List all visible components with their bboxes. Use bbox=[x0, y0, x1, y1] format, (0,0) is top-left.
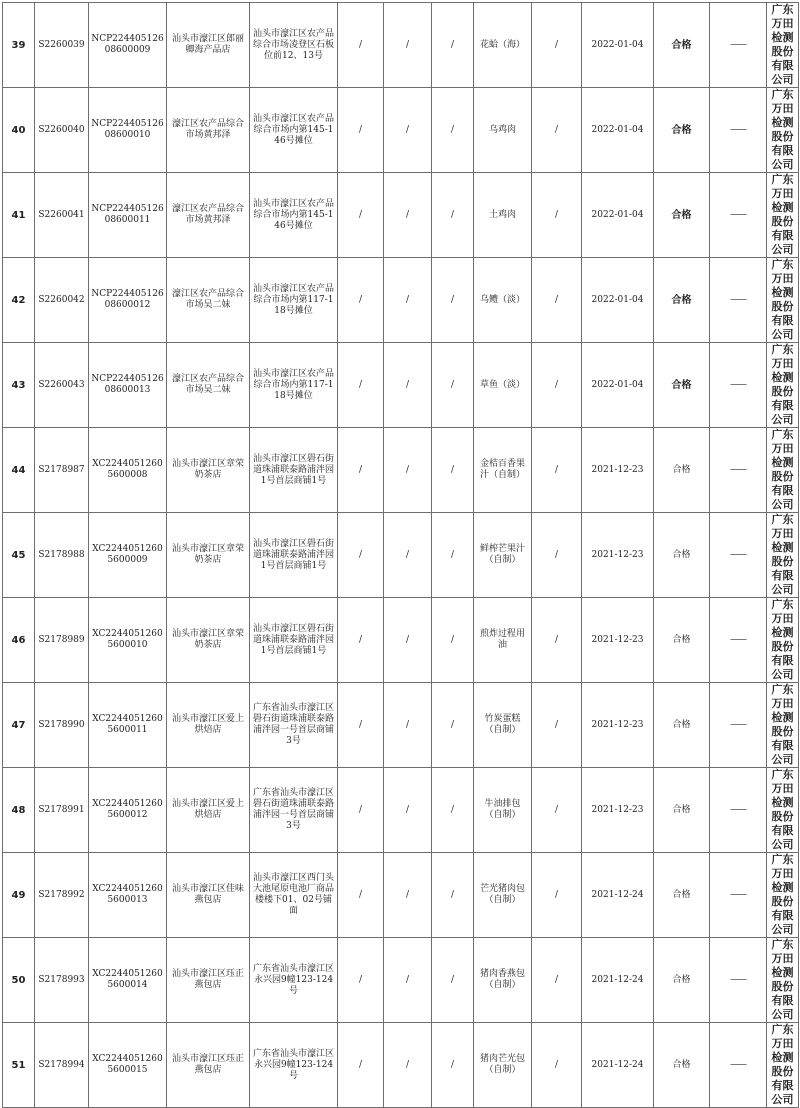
cell-blank: / bbox=[384, 853, 432, 938]
cell-entity-address: 汕头市濠江区农产品综合市场内第117-118号摊位 bbox=[250, 258, 338, 343]
cell-row-number: 50 bbox=[3, 938, 35, 1023]
cell-product-name: 乌鳢（淡） bbox=[474, 258, 532, 343]
cell-row-number: 49 bbox=[3, 853, 35, 938]
cell-sampling-date: 2022-01-04 bbox=[582, 343, 654, 428]
cell-product-name: 煎炸过程用油 bbox=[474, 598, 532, 683]
cell-testing-lab: 广东万田检测股份有限公司 bbox=[767, 343, 799, 428]
cell-remark: —— bbox=[710, 768, 767, 853]
table-row bbox=[3, 938, 799, 1023]
cell-entity-address: 汕头市濠江区西门头大池尾原电池厂商品楼楼下01、02号铺面 bbox=[250, 853, 338, 938]
cell-result: 合格 bbox=[654, 683, 710, 768]
cell-remark: —— bbox=[710, 598, 767, 683]
cell-report-number: XC22440512605600011 bbox=[89, 683, 167, 768]
cell-blank: / bbox=[432, 768, 474, 853]
cell-sampling-date: 2021-12-23 bbox=[582, 683, 654, 768]
table-row bbox=[3, 258, 799, 343]
cell-report-number: XC22440512605600009 bbox=[89, 513, 167, 598]
cell-row-number: 46 bbox=[3, 598, 35, 683]
cell-entity-address: 汕头市濠江区礐石街道珠浦联泰路浦泮园1号首层商铺1号 bbox=[250, 428, 338, 513]
cell-sampled-entity: 汕头市濠江区章荣奶茶店 bbox=[167, 598, 250, 683]
table-row bbox=[3, 3, 799, 88]
cell-blank: / bbox=[384, 173, 432, 258]
cell-blank: / bbox=[384, 938, 432, 1023]
cell-blank: / bbox=[338, 1023, 384, 1108]
cell-product-name: 猪肉芒光包（自制） bbox=[474, 1023, 532, 1108]
cell-blank: / bbox=[338, 343, 384, 428]
table-row bbox=[3, 768, 799, 853]
cell-sample-id: S2178988 bbox=[35, 513, 89, 598]
cell-remark: —— bbox=[710, 1023, 767, 1108]
cell-sampled-entity: 汕头市濠江区爱上烘焙店 bbox=[167, 683, 250, 768]
cell-entity-address: 汕头市濠江区农产品综合市场内第117-118号摊位 bbox=[250, 343, 338, 428]
cell-result: 合格 bbox=[654, 173, 710, 258]
cell-sampling-date: 2021-12-23 bbox=[582, 428, 654, 513]
cell-report-number: XC22440512605600015 bbox=[89, 1023, 167, 1108]
cell-remark: —— bbox=[710, 3, 767, 88]
cell-product-name: 芒光猪肉包（自制） bbox=[474, 853, 532, 938]
cell-entity-address: 广东省汕头市濠江区礐石街道珠浦联泰路浦泮园一号首层商铺3号 bbox=[250, 768, 338, 853]
cell-blank: / bbox=[532, 598, 582, 683]
cell-row-number: 43 bbox=[3, 343, 35, 428]
cell-blank: / bbox=[432, 598, 474, 683]
cell-sampling-date: 2022-01-04 bbox=[582, 88, 654, 173]
table-row bbox=[3, 1023, 799, 1108]
cell-testing-lab: 广东万田检测股份有限公司 bbox=[767, 598, 799, 683]
cell-blank: / bbox=[338, 173, 384, 258]
cell-sampled-entity: 汕头市濠江区郎丽卿海产品店 bbox=[167, 3, 250, 88]
cell-report-number: NCP22440512608600010 bbox=[89, 88, 167, 173]
cell-result: 合格 bbox=[654, 513, 710, 598]
cell-entity-address: 广东省汕头市濠江区永兴园9幢123-124号 bbox=[250, 1023, 338, 1108]
table-body bbox=[3, 3, 799, 1108]
cell-sample-id: S2178994 bbox=[35, 1023, 89, 1108]
cell-sampling-date: 2021-12-23 bbox=[582, 513, 654, 598]
cell-blank: / bbox=[384, 768, 432, 853]
cell-product-name: 金桔百香果汁（自制） bbox=[474, 428, 532, 513]
cell-blank: / bbox=[432, 88, 474, 173]
cell-sampling-date: 2021-12-24 bbox=[582, 1023, 654, 1108]
cell-result: 合格 bbox=[654, 768, 710, 853]
cell-result: 合格 bbox=[654, 598, 710, 683]
cell-sampling-date: 2021-12-24 bbox=[582, 938, 654, 1023]
cell-sampled-entity: 汕头市濠江区章荣奶茶店 bbox=[167, 513, 250, 598]
cell-result: 合格 bbox=[654, 938, 710, 1023]
cell-testing-lab: 广东万田检测股份有限公司 bbox=[767, 938, 799, 1023]
table-row bbox=[3, 598, 799, 683]
cell-blank: / bbox=[432, 853, 474, 938]
cell-sampled-entity: 汕头市濠江区爱上烘焙店 bbox=[167, 768, 250, 853]
cell-blank: / bbox=[338, 258, 384, 343]
cell-report-number: XC22440512605600012 bbox=[89, 768, 167, 853]
cell-blank: / bbox=[432, 938, 474, 1023]
cell-entity-address: 广东省汕头市濠江区永兴园9幢123-124号 bbox=[250, 938, 338, 1023]
cell-row-number: 45 bbox=[3, 513, 35, 598]
cell-remark: —— bbox=[710, 683, 767, 768]
cell-report-number: XC22440512605600013 bbox=[89, 853, 167, 938]
cell-row-number: 40 bbox=[3, 88, 35, 173]
cell-sample-id: S2178990 bbox=[35, 683, 89, 768]
cell-blank: / bbox=[384, 343, 432, 428]
cell-sampled-entity: 濠江区农产品综合市场黄邦泽 bbox=[167, 173, 250, 258]
cell-testing-lab: 广东万田检测股份有限公司 bbox=[767, 853, 799, 938]
cell-sampled-entity: 濠江区农产品综合市场吴二妹 bbox=[167, 343, 250, 428]
cell-sampling-date: 2022-01-04 bbox=[582, 3, 654, 88]
cell-blank: / bbox=[338, 513, 384, 598]
cell-entity-address: 汕头市濠江区礐石街道珠浦联泰路浦泮园1号首层商铺1号 bbox=[250, 598, 338, 683]
cell-product-name: 竹炭蛋糕（自制） bbox=[474, 683, 532, 768]
cell-blank: / bbox=[532, 88, 582, 173]
cell-blank: / bbox=[532, 3, 582, 88]
cell-result: 合格 bbox=[654, 1023, 710, 1108]
cell-blank: / bbox=[338, 88, 384, 173]
cell-entity-address: 汕头市濠江区农产品综合市场内第145-146号摊位 bbox=[250, 88, 338, 173]
cell-blank: / bbox=[338, 853, 384, 938]
cell-blank: / bbox=[432, 428, 474, 513]
cell-remark: —— bbox=[710, 938, 767, 1023]
cell-sample-id: S2260041 bbox=[35, 173, 89, 258]
cell-row-number: 44 bbox=[3, 428, 35, 513]
cell-blank: / bbox=[338, 3, 384, 88]
cell-sampled-entity: 汕头市濠江区章荣奶茶店 bbox=[167, 428, 250, 513]
table-row bbox=[3, 428, 799, 513]
cell-testing-lab: 广东万田检测股份有限公司 bbox=[767, 88, 799, 173]
cell-blank: / bbox=[338, 598, 384, 683]
cell-blank: / bbox=[432, 513, 474, 598]
cell-testing-lab: 广东万田检测股份有限公司 bbox=[767, 173, 799, 258]
cell-product-name: 草鱼（淡） bbox=[474, 343, 532, 428]
cell-blank: / bbox=[384, 3, 432, 88]
cell-remark: —— bbox=[710, 343, 767, 428]
cell-product-name: 花蛤（海） bbox=[474, 3, 532, 88]
cell-result: 合格 bbox=[654, 853, 710, 938]
cell-row-number: 39 bbox=[3, 3, 35, 88]
table-row bbox=[3, 853, 799, 938]
cell-blank: / bbox=[432, 343, 474, 428]
cell-blank: / bbox=[384, 683, 432, 768]
cell-sample-id: S2178993 bbox=[35, 938, 89, 1023]
cell-blank: / bbox=[432, 1023, 474, 1108]
cell-blank: / bbox=[432, 258, 474, 343]
cell-blank: / bbox=[432, 683, 474, 768]
cell-row-number: 47 bbox=[3, 683, 35, 768]
cell-result: 合格 bbox=[654, 258, 710, 343]
cell-remark: —— bbox=[710, 258, 767, 343]
cell-sample-id: S2260042 bbox=[35, 258, 89, 343]
cell-result: 合格 bbox=[654, 428, 710, 513]
cell-sampling-date: 2021-12-23 bbox=[582, 598, 654, 683]
cell-blank: / bbox=[532, 938, 582, 1023]
cell-blank: / bbox=[532, 513, 582, 598]
table-row bbox=[3, 88, 799, 173]
cell-product-name: 鲜榨芒果汁（自制） bbox=[474, 513, 532, 598]
cell-blank: / bbox=[432, 3, 474, 88]
cell-sample-id: S2178987 bbox=[35, 428, 89, 513]
cell-blank: / bbox=[432, 173, 474, 258]
cell-remark: —— bbox=[710, 88, 767, 173]
cell-blank: / bbox=[338, 768, 384, 853]
cell-entity-address: 广东省汕头市濠江区礐石街道珠浦联泰路浦泮园一号首层商铺3号 bbox=[250, 683, 338, 768]
cell-sampled-entity: 汕头市濠江区珏正燕包店 bbox=[167, 938, 250, 1023]
cell-testing-lab: 广东万田检测股份有限公司 bbox=[767, 683, 799, 768]
cell-product-name: 猪肉香燕包（自制） bbox=[474, 938, 532, 1023]
cell-blank: / bbox=[384, 428, 432, 513]
cell-report-number: NCP22440512608600012 bbox=[89, 258, 167, 343]
cell-blank: / bbox=[384, 1023, 432, 1108]
cell-sample-id: S2260040 bbox=[35, 88, 89, 173]
cell-blank: / bbox=[532, 258, 582, 343]
cell-sample-id: S2178989 bbox=[35, 598, 89, 683]
cell-result: 合格 bbox=[654, 88, 710, 173]
cell-result: 合格 bbox=[654, 343, 710, 428]
cell-row-number: 42 bbox=[3, 258, 35, 343]
cell-product-name: 土鸡肉 bbox=[474, 173, 532, 258]
table-row bbox=[3, 173, 799, 258]
cell-blank: / bbox=[338, 428, 384, 513]
cell-sampled-entity: 濠江区农产品综合市场吴二妹 bbox=[167, 258, 250, 343]
cell-report-number: NCP22440512608600009 bbox=[89, 3, 167, 88]
cell-sample-id: S2260039 bbox=[35, 3, 89, 88]
cell-blank: / bbox=[532, 343, 582, 428]
cell-sample-id: S2178992 bbox=[35, 853, 89, 938]
cell-row-number: 41 bbox=[3, 173, 35, 258]
cell-report-number: NCP22440512608600013 bbox=[89, 343, 167, 428]
cell-entity-address: 汕头市濠江区礐石街道珠浦联泰路浦泮园1号首层商铺1号 bbox=[250, 513, 338, 598]
cell-testing-lab: 广东万田检测股份有限公司 bbox=[767, 768, 799, 853]
cell-product-name: 牛油排包（自制） bbox=[474, 768, 532, 853]
cell-entity-address: 汕头市濠江区农产品综合市场内第145-146号摊位 bbox=[250, 173, 338, 258]
cell-blank: / bbox=[532, 428, 582, 513]
cell-entity-address: 汕头市濠江区农产品综合市场凌登区石板位前12、13号 bbox=[250, 3, 338, 88]
cell-blank: / bbox=[384, 513, 432, 598]
cell-testing-lab: 广东万田检测股份有限公司 bbox=[767, 513, 799, 598]
cell-product-name: 乌鸡肉 bbox=[474, 88, 532, 173]
cell-testing-lab: 广东万田检测股份有限公司 bbox=[767, 3, 799, 88]
cell-remark: —— bbox=[710, 513, 767, 598]
cell-row-number: 48 bbox=[3, 768, 35, 853]
cell-testing-lab: 广东万田检测股份有限公司 bbox=[767, 428, 799, 513]
cell-sampling-date: 2021-12-24 bbox=[582, 853, 654, 938]
cell-testing-lab: 广东万田检测股份有限公司 bbox=[767, 258, 799, 343]
cell-report-number: XC22440512605600010 bbox=[89, 598, 167, 683]
cell-report-number: XC22440512605600014 bbox=[89, 938, 167, 1023]
inspection-results-table bbox=[2, 2, 799, 1108]
cell-blank: / bbox=[532, 683, 582, 768]
cell-report-number: XC22440512605600008 bbox=[89, 428, 167, 513]
table-row bbox=[3, 343, 799, 428]
cell-sampling-date: 2021-12-23 bbox=[582, 768, 654, 853]
cell-testing-lab: 广东万田检测股份有限公司 bbox=[767, 1023, 799, 1108]
table-row bbox=[3, 683, 799, 768]
cell-blank: / bbox=[532, 768, 582, 853]
cell-sample-id: S2260043 bbox=[35, 343, 89, 428]
cell-sampled-entity: 汕头市濠江区佳味燕包店 bbox=[167, 853, 250, 938]
cell-result: 合格 bbox=[654, 3, 710, 88]
cell-blank: / bbox=[532, 173, 582, 258]
cell-blank: / bbox=[338, 683, 384, 768]
cell-blank: / bbox=[384, 598, 432, 683]
cell-sampled-entity: 濠江区农产品综合市场黄邦泽 bbox=[167, 88, 250, 173]
cell-sampling-date: 2022-01-04 bbox=[582, 173, 654, 258]
cell-blank: / bbox=[532, 853, 582, 938]
cell-blank: / bbox=[384, 88, 432, 173]
table-row bbox=[3, 513, 799, 598]
cell-sampling-date: 2022-01-04 bbox=[582, 258, 654, 343]
cell-row-number: 51 bbox=[3, 1023, 35, 1108]
cell-remark: —— bbox=[710, 173, 767, 258]
cell-sampled-entity: 汕头市濠江区珏正燕包店 bbox=[167, 1023, 250, 1108]
cell-blank: / bbox=[384, 258, 432, 343]
cell-sample-id: S2178991 bbox=[35, 768, 89, 853]
cell-blank: / bbox=[338, 938, 384, 1023]
cell-report-number: NCP22440512608600011 bbox=[89, 173, 167, 258]
cell-remark: —— bbox=[710, 853, 767, 938]
cell-blank: / bbox=[532, 1023, 582, 1108]
cell-remark: —— bbox=[710, 428, 767, 513]
